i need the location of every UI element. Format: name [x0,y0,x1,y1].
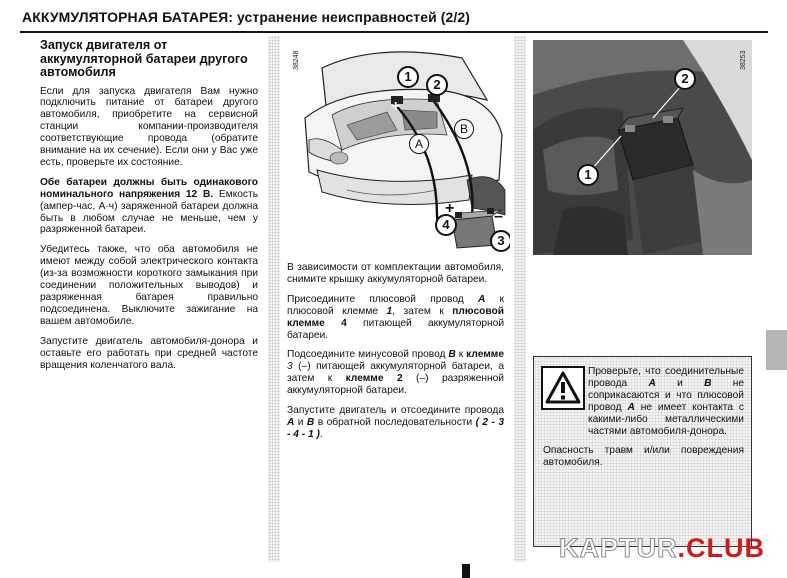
cable-label: B [306,416,315,428]
callout-2: 2 [426,74,448,96]
figure-ref: 38248 [293,50,300,70]
engine-bay-photo [533,40,752,255]
chapter-tab [766,330,787,370]
paragraph [287,405,504,441]
text: . [319,428,323,440]
text: Проверьте, что соединительные провода [588,366,744,389]
callout-1: 1 [577,164,599,186]
bold-text: клемме 2 [345,373,403,385]
paragraph: Если для запуска двигателя Вам нужно подключить питание от батареи другого автомобиля, приобретите на сервисной станции компании-производителя соответствующие провода (обратите внимание на их сечение). Если они у Вас уже есть, проверьте их состояние. [40,85,258,168]
paragraph: Убедитесь также, что оба автомобиля не имеют между собой электрического контакта (из-за возможности короткого замыкания при соединении положительных выводов) и разряженная батарея правильно подсоединена. Выключите зажигание на вашем автомобиле. [40,244,258,327]
title-rule [20,31,768,33]
watermark [559,533,765,564]
bold-text: Обе батареи должны быть одинакового номинального напряжения 12 В. [40,176,258,200]
warning-text [588,366,744,437]
cable-label: B [704,377,712,389]
callout-1: 1 [397,66,419,88]
bold-text: плюсовой клемме 4 [287,305,504,329]
text: Присоедините плюсовой провод [287,293,478,305]
callout-A: A [409,134,429,154]
warning-danger-text: Опасность травм и/или повреждения автомобиля. [543,445,744,468]
jump-start-diagram [287,40,510,255]
text: в обратной последовательности [314,416,476,428]
watermark-text: .CLUB [677,533,765,563]
column-1 [40,39,258,379]
warning-box [533,356,752,547]
plus-sign: + [391,98,401,115]
text: Запустите двигатель и отсоедините провода [287,405,504,417]
cable-label: B [448,349,456,361]
figure-ref: 38253 [740,50,747,70]
cable-label: A [627,401,635,413]
title-main: АККУМУЛЯТОРНАЯ БАТАРЕЯ: [22,9,234,25]
callout-3: 3 [490,230,510,252]
sequence: ( 2 - 3 - 4 - 1 ) [287,416,504,440]
cable-label: A [287,416,295,428]
page-marker [462,564,470,578]
section-heading: Запуск двигателя от аккумуляторной батареи другого автомобиля [40,38,248,79]
page-title [22,9,470,25]
warning-triangle-icon [543,368,583,408]
minus-sign: – [494,208,503,225]
text: не соприкасаются и что плюсовой провод [588,377,745,413]
terminal-label: 3 [287,361,293,373]
paragraph: Запустите двигатель автомобиля-донора и оставьте его работать при средней частоте вращения коленчатого вала. [40,335,258,371]
text: (–) питающей аккумуляторной батареи, а затем к [287,361,504,385]
bold-text: клемме [466,349,504,361]
terminal-label: 1 [386,305,393,317]
paragraph [287,294,504,342]
text: , затем к [392,305,453,317]
cable-label: A [477,293,486,305]
callout-2: 2 [674,68,696,90]
text: питающей аккумуляторной батареи. [287,317,505,341]
text: к плюсовой клемме [287,293,504,317]
text: Емкость (ампер-час, А·ч) заряженной батареи должна быть в любом случае не меньше, чем у разряженной батареи. [40,188,258,236]
cable-label: A [648,377,656,389]
column-separator [514,36,526,562]
warning-icon [541,366,585,410]
paragraph [287,349,504,397]
text: и [655,377,705,389]
text: и [294,416,307,428]
plus-sign: + [445,200,455,217]
engine-bay-illustration [533,40,752,255]
callout-B: B [454,119,474,139]
watermark-text: KAPTUR [559,533,678,563]
paragraph: В зависимости от комплектации автомобиля, снимите крышку аккумуляторной батареи. [287,262,504,285]
text: (–) разряженной аккумуляторной батареи. [287,373,504,397]
text: к [455,349,467,361]
text: не имеет контакта с какими-либо металлическими частями автомобиля-донора. [588,401,744,437]
text: Подсоедините минусовой провод [287,349,449,361]
paragraph [40,177,258,237]
title-sub: устранение неисправностей (2/2) [233,9,471,25]
callout-4: 4 [435,214,457,236]
column-2 [287,262,504,449]
column-separator [268,36,280,562]
